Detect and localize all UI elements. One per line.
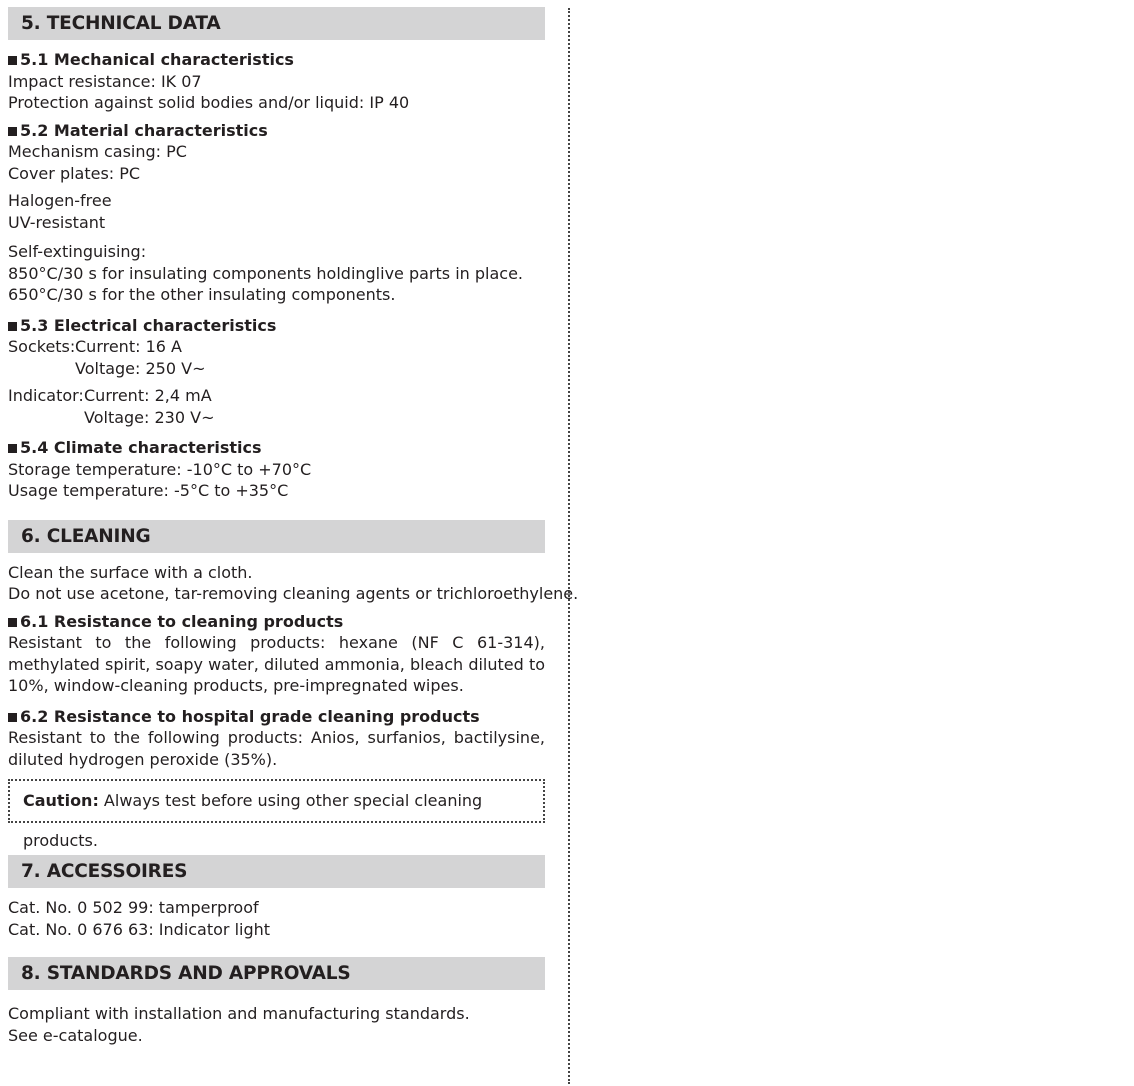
text-line: Self-extinguising:	[8, 242, 147, 261]
square-bullet-icon	[8, 322, 17, 331]
text-line: UV-resistant	[8, 212, 106, 232]
sockets-voltage: Voltage: 250 V~	[75, 358, 206, 378]
square-bullet-icon	[8, 618, 17, 627]
text-line: Usage temperature: -5°C to +35°C	[8, 481, 289, 500]
text-line: Do not use acetone, tar-removing cleaning agents or trichloroethylene.	[8, 584, 579, 603]
text-line: 650°C/30 s for the other insulating components.	[8, 285, 396, 304]
text-line: 850°C/30 s for insulating components holdinglive parts in place.	[8, 263, 524, 283]
subsection-5-3-title: 5.3 Electrical characteristics	[8, 315, 545, 337]
text-line: Mechanism casing: PC	[8, 142, 187, 161]
column-divider	[568, 8, 570, 1084]
indicator-label: Indicator:	[8, 386, 84, 405]
text-line: Compliant with installation and manufacturing standards.	[8, 1004, 470, 1023]
caution-text: Always test before using other special cleaning products.	[23, 791, 483, 850]
subsection-6-1-title: 6.1 Resistance to cleaning products	[8, 611, 545, 633]
text-line: Clean the surface with a cloth.	[8, 562, 253, 582]
indicator-voltage: Voltage: 230 V~	[84, 407, 215, 427]
text-line: Halogen-free	[8, 191, 112, 210]
subsection-5-2-title: 5.2 Material characteristics	[8, 120, 545, 142]
section-5-header: 5. TECHNICAL DATA	[8, 7, 545, 40]
indicator-current: Current: 2,4 mA	[84, 386, 212, 405]
text-line: Cover plates: PC	[8, 163, 141, 183]
caution-label: Caution:	[23, 791, 99, 810]
text-line: Protection against solid bodies and/or liquid: IP 40	[8, 93, 410, 112]
text-line: See e-catalogue.	[8, 1025, 143, 1045]
square-bullet-icon	[8, 444, 17, 453]
text-line: Cat. No. 0 676 63: Indicator light	[8, 919, 271, 939]
square-bullet-icon	[8, 713, 17, 722]
caution-box	[8, 779, 545, 850]
square-bullet-icon	[8, 56, 17, 65]
paragraph: Resistant to the following products: Anios, surfanios, bactilysine, diluted hydrogen peroxide (35%).	[8, 728, 545, 769]
indicator-voltage-row	[8, 407, 545, 429]
sockets-voltage-row	[8, 358, 545, 380]
subsection-5-1-title: 5.1 Mechanical characteristics	[8, 49, 545, 71]
sockets-current: Current: 16 A	[75, 337, 182, 356]
section-8-header: 8. STANDARDS AND APPROVALS	[8, 957, 545, 990]
text-line: Cat. No. 0 502 99: tamperproof	[8, 898, 259, 917]
left-column	[8, 7, 579, 1046]
paragraph: Resistant to the following products: hexane (NF C 61-314), methylated spirit, soapy water, diluted ammonia, bleach diluted to 10%, window-cleaning products, pre-impregnated wipes.	[8, 633, 545, 695]
sockets-label: Sockets:	[8, 337, 76, 356]
indicator-row	[8, 385, 545, 407]
subsection-6-2-title: 6.2 Resistance to hospital grade cleaning products	[8, 706, 545, 728]
text-line: Storage temperature: -10°C to +70°C	[8, 459, 312, 479]
section-7-header: 7. ACCESSOIRES	[8, 855, 545, 888]
square-bullet-icon	[8, 127, 17, 136]
section-6-header: 6. CLEANING	[8, 520, 545, 553]
subsection-5-4-title: 5.4 Climate characteristics	[8, 437, 545, 459]
sockets-row	[8, 336, 545, 358]
text-line: Impact resistance: IK 07	[8, 71, 202, 91]
